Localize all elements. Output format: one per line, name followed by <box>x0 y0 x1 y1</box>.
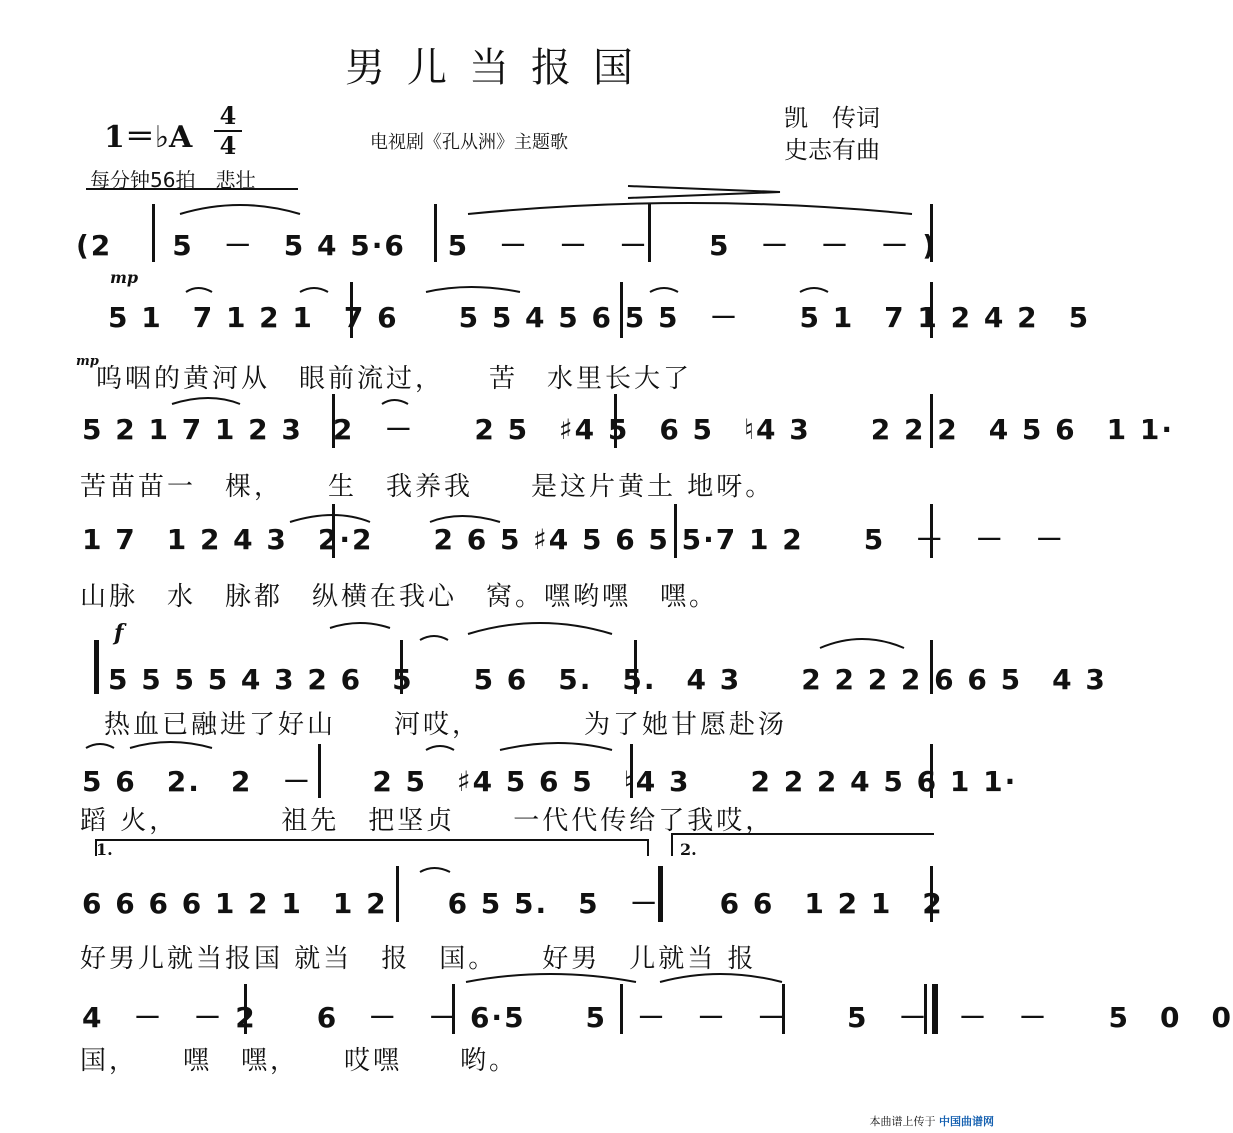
slur <box>468 623 612 634</box>
slur <box>420 636 448 640</box>
lyric-row-5: 热血已融进了好山 河哎， 为了她甘愿赴汤 <box>104 710 788 740</box>
key-signature: 1＝♭A <box>104 120 193 155</box>
note-row-7: 6 6 6 6 1 2 1 1 2 6 5 5. 5 － 6 6 1 2 1 2 <box>82 887 944 920</box>
time-signature-top: 4 <box>219 101 237 130</box>
note-row-5: 5 5 5 5 4 3 2 6 5 5 6 5. 5. 4 3 2 2 2 2 6 6 5 4 3 <box>108 663 1107 696</box>
slur <box>300 288 328 292</box>
dynamic-mp-1: mp <box>110 268 139 287</box>
lyric-row-3: 苦苗苗一 棵， 生 我养我 是这片黄土 地呀。 <box>80 472 775 502</box>
slur <box>820 639 904 648</box>
lyric-row-2: 呜咽的黄河从 眼前流过， 苦 水里长大了 <box>96 364 693 394</box>
slur <box>130 742 212 748</box>
slur <box>186 288 212 292</box>
slur <box>330 623 390 628</box>
slur <box>430 516 500 522</box>
slur <box>466 974 636 982</box>
note-row-1: (2 5 － 5 4 5·6 5 － － － 5 － － － ) <box>76 229 938 262</box>
lyric-row-8: 国， 嘿 嘿， 哎嘿 哟。 <box>80 1046 519 1076</box>
tempo-marking: 每分钟56拍 悲壮 <box>90 168 256 192</box>
slur <box>420 868 450 872</box>
composer-credit: 史志有曲 <box>784 136 880 164</box>
note-row-6: 5 6 2. 2 － 2 5 ♯4 5 6 5 ♮4 3 2 2 2 4 5 6 1 1· <box>82 765 1018 798</box>
footer-text: 本曲谱上传于 <box>869 1115 936 1128</box>
volta-first-bracket <box>96 840 648 856</box>
slur <box>650 288 678 292</box>
lyric-row-7: 好男儿就当报国 就当 报 国。 好男 儿就当 报 <box>80 944 757 974</box>
slur <box>180 205 300 214</box>
slur <box>660 974 782 982</box>
slur <box>426 287 520 292</box>
slur <box>86 744 114 748</box>
dynamic-mp-2: mp <box>76 354 99 369</box>
slur <box>382 400 408 404</box>
slur <box>468 203 912 214</box>
note-row-8: 4 － － 2 6 － － 6·5 5 － － － 5 － － － 5 0 0 <box>82 1001 1233 1034</box>
crescendo-hairpin <box>628 186 780 198</box>
slur <box>290 515 370 522</box>
slur <box>172 398 240 404</box>
volta-second: 2. <box>680 840 697 859</box>
time-signature-bottom: 4 <box>219 131 237 160</box>
subtitle: 电视剧《孔从洲》主题歌 <box>370 132 568 153</box>
lyricist-credit: 凯 传词 <box>784 104 880 132</box>
song-title: 男儿当报国 <box>345 45 655 91</box>
lyric-row-4: 山脉 水 脉都 纵横在我心 窝。嘿哟嘿 嘿。 <box>80 582 719 612</box>
note-row-2: 5 1 7 1 2 1 7 6 5 5 4 5 6 5 5 － 5 1 7 1 2 4 2 5 <box>108 301 1091 334</box>
volta-second-bracket <box>672 834 934 856</box>
volta-first: 1. <box>96 840 113 859</box>
footer-credit <box>870 1113 995 1129</box>
slur <box>500 743 612 750</box>
note-row-3: 5 2 1 7 1 2 3 2 － 2 5 ♯4 5 6 5 ♮4 3 2 2 2 4 5 6 1 1· <box>82 413 1174 446</box>
footer-site-logo[interactable]: 中国曲谱网 <box>939 1115 994 1128</box>
note-row-4: 1 7 1 2 4 3 2·2 2 6 5 ♯4 5 6 5 5·7 1 2 5 － － － <box>82 523 1066 556</box>
dynamic-f: f <box>114 620 124 646</box>
slur <box>426 746 454 750</box>
lyric-row-6: 蹈 火， 祖先 把坚贞 一代代传给了我哎， <box>80 806 775 836</box>
slur <box>800 288 828 292</box>
